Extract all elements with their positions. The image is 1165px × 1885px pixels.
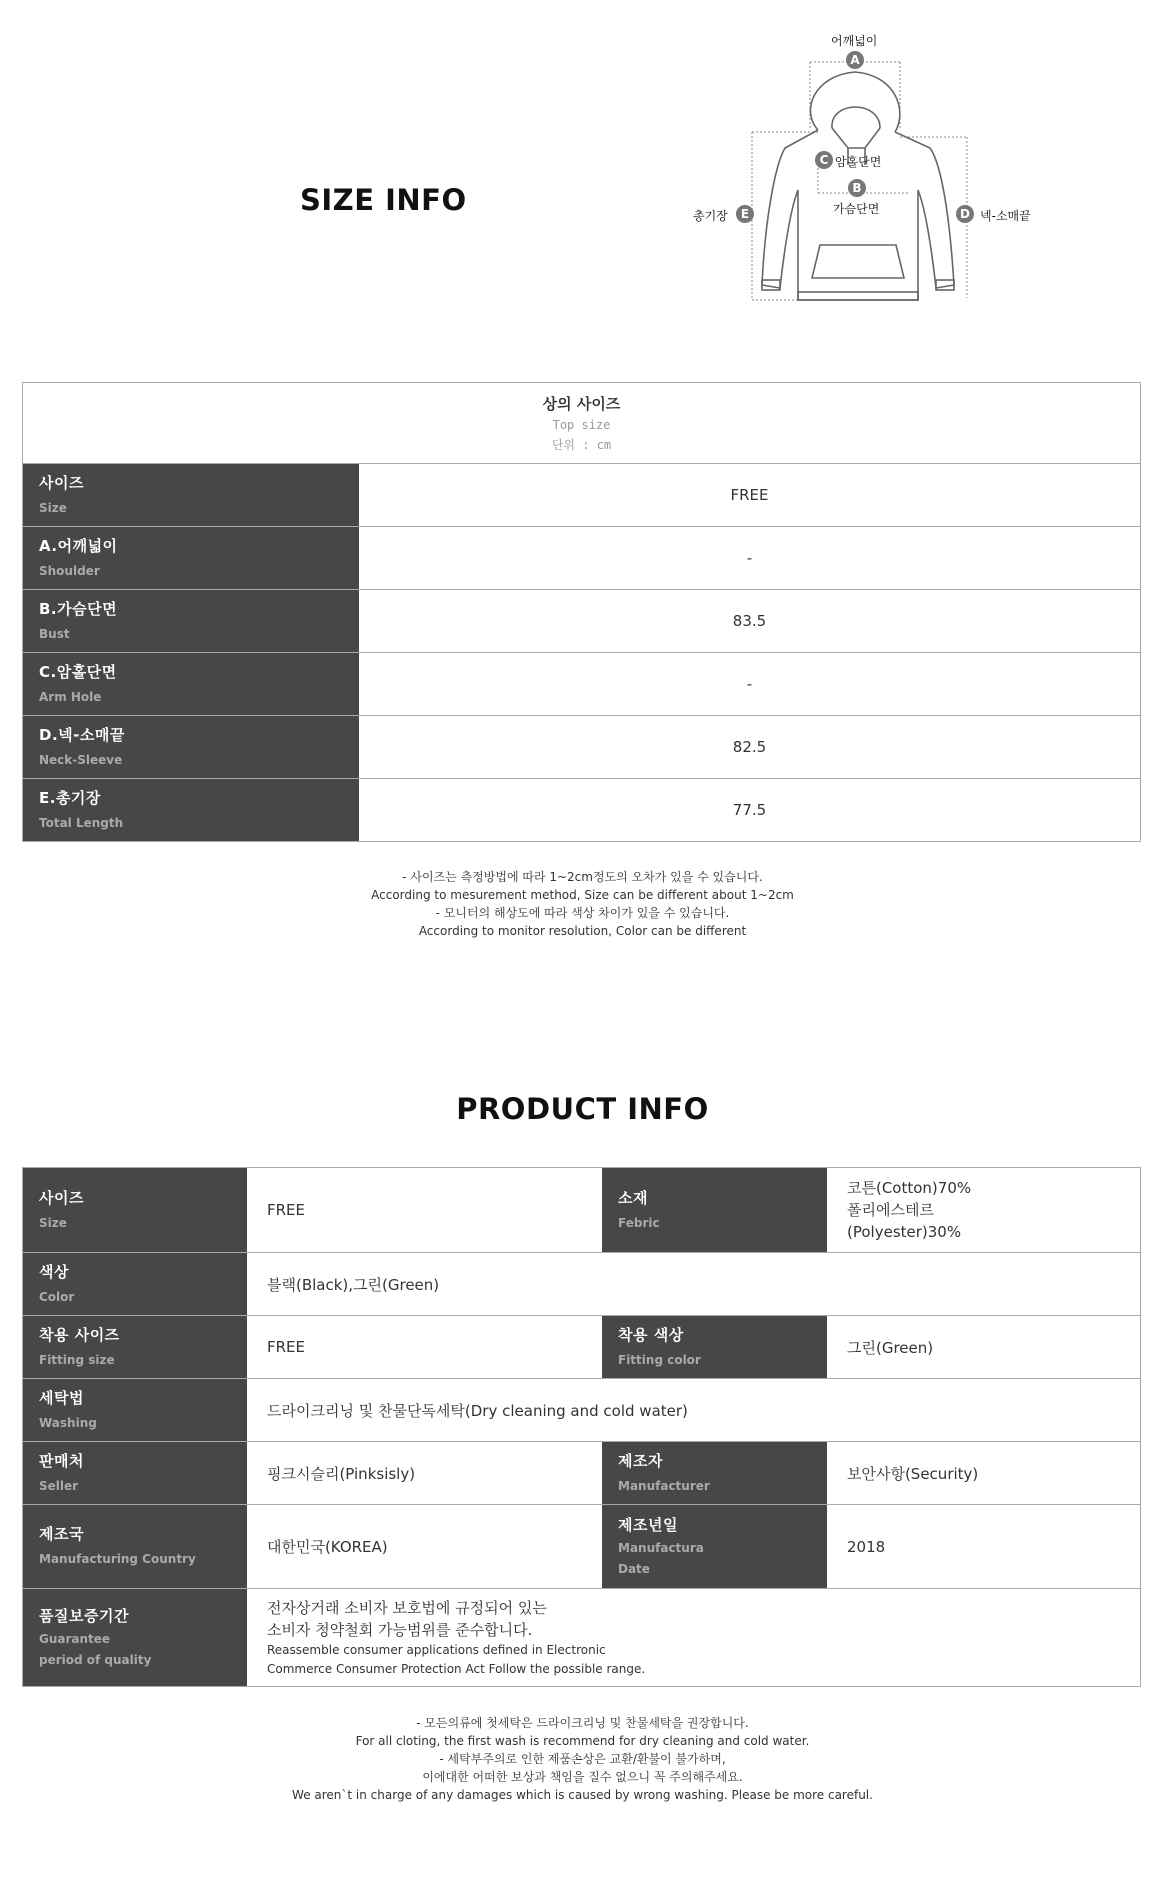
size-table — [22, 382, 1141, 842]
table-row — [23, 715, 1140, 778]
row-value: 보안사항(Security) — [847, 1464, 979, 1483]
marker-c: C — [815, 151, 833, 169]
table-row — [23, 1315, 1140, 1378]
row-value: 대한민국(KOREA) — [267, 1538, 388, 1556]
row-value: 핑크시슬리(Pinksisly) — [267, 1464, 416, 1483]
table-row — [23, 1378, 1140, 1441]
row-value: 77.5 — [732, 801, 767, 819]
row-header: 소재 Febric — [602, 1168, 827, 1252]
armhole-label: 암홀단면 — [835, 155, 882, 169]
row-value: - — [746, 675, 753, 693]
table-row — [23, 1441, 1140, 1504]
caption-en: Top size — [552, 418, 611, 432]
row-header: 판매처 Seller — [23, 1442, 247, 1504]
product-info-title: PRODUCT INFO — [456, 1092, 709, 1126]
row-value: FREE — [730, 486, 769, 504]
row-value: 82.5 — [732, 738, 767, 756]
sleeve-label: 넥-소매끝 — [980, 209, 1031, 223]
marker-a: A — [846, 51, 864, 69]
marker-e: E — [736, 205, 754, 223]
row-value: FREE — [267, 1338, 306, 1356]
row-header: D.넥-소매끝 Neck-Sleeve — [23, 716, 359, 778]
row-header: 착용 사이즈 Fitting size — [23, 1316, 247, 1378]
row-header: 색상 Color — [23, 1253, 247, 1315]
table-row — [23, 526, 1140, 589]
row-header: 제조년일 Manufactura Date — [602, 1505, 827, 1588]
guarantee-value: 전자상거래 소비자 보호법에 규정되어 있는 소비자 청약철회 가능범위를 준수합니다. Reassemble consumer applications defined in Electronic Commerce Consumer Protection Act Follow the possible range. — [267, 1598, 646, 1676]
product-notes: - 모든의류에 첫세탁은 드라이크리닝 및 찬물세탁을 권장합니다. For all cloting, the first wash is recommend for dry cleaning and cold water. - 세탁부주의로 인한 제품손상은 교환/환불이 불가하며, 이에대한 어떠한 보상과 책임을 질수 없으니 꼭 주의해주세요. We aren`t in charge of any damages which is caused by wrong washing. Please be more careful. — [292, 1716, 873, 1802]
row-header: 착용 색상 Fitting color — [602, 1316, 827, 1378]
table-row — [23, 652, 1140, 715]
bust-label: 가슴단면 — [833, 202, 880, 216]
length-label: 총기장 — [693, 209, 728, 223]
caption-unit: 단위 : cm — [551, 438, 612, 452]
table-row — [23, 778, 1140, 841]
row-value: - — [746, 549, 753, 567]
row-value: FREE — [267, 1201, 306, 1219]
hoodie-outline-icon — [690, 30, 1060, 310]
row-header: 제조자 Manufacturer — [602, 1442, 827, 1504]
hoodie-size-diagram — [690, 30, 1060, 310]
row-header: B.가슴단면 Bust — [23, 590, 359, 652]
row-value: 드라이크리닝 및 찬물단독세탁(Dry cleaning and cold water) — [267, 1401, 688, 1420]
table-row — [23, 1588, 1140, 1686]
row-header: A.어깨넓이 Shoulder — [23, 527, 359, 589]
row-header: 품질보증기간 Guarantee period of quality — [23, 1589, 247, 1686]
row-header: 사이즈 Size — [23, 1168, 247, 1252]
row-header: 제조국 Manufacturing Country — [23, 1505, 247, 1588]
marker-b: B — [848, 179, 866, 197]
product-table — [22, 1167, 1141, 1687]
row-header: C.암홀단면 Arm Hole — [23, 653, 359, 715]
row-value: 블랙(Black),그린(Green) — [267, 1275, 440, 1294]
size-table-caption — [23, 383, 1140, 463]
row-header: E.총기장 Total Length — [23, 779, 359, 841]
table-row — [23, 1252, 1140, 1315]
marker-d: D — [956, 205, 974, 223]
table-row — [23, 463, 1140, 526]
row-value: 그린(Green) — [847, 1338, 934, 1357]
row-header: 사이즈 Size — [23, 464, 359, 526]
fabric-value: 코튼(Cotton)70% 폴리에스테르 (Polyester)30% — [847, 1179, 972, 1241]
size-info-title: SIZE INFO — [300, 183, 467, 217]
table-row — [23, 589, 1140, 652]
table-row — [23, 1504, 1140, 1588]
row-header: 세탁법 Washing — [23, 1379, 247, 1441]
table-row — [23, 1168, 1140, 1252]
row-value: 2018 — [847, 1537, 886, 1556]
caption-ko: 상의 사이즈 — [542, 395, 621, 413]
size-notes: - 사이즈는 측정방법에 따라 1~2cm정도의 오차가 있을 수 있습니다. According to mesurement method, Size can be different about 1~2cm - 모니터의 해상도에 따라 색상 차이가 있을 수 있습니다. According to monitor resolution, Color can be different — [371, 870, 794, 938]
shoulder-label: 어깨넓이 — [831, 34, 878, 48]
row-value: 83.5 — [732, 612, 767, 630]
